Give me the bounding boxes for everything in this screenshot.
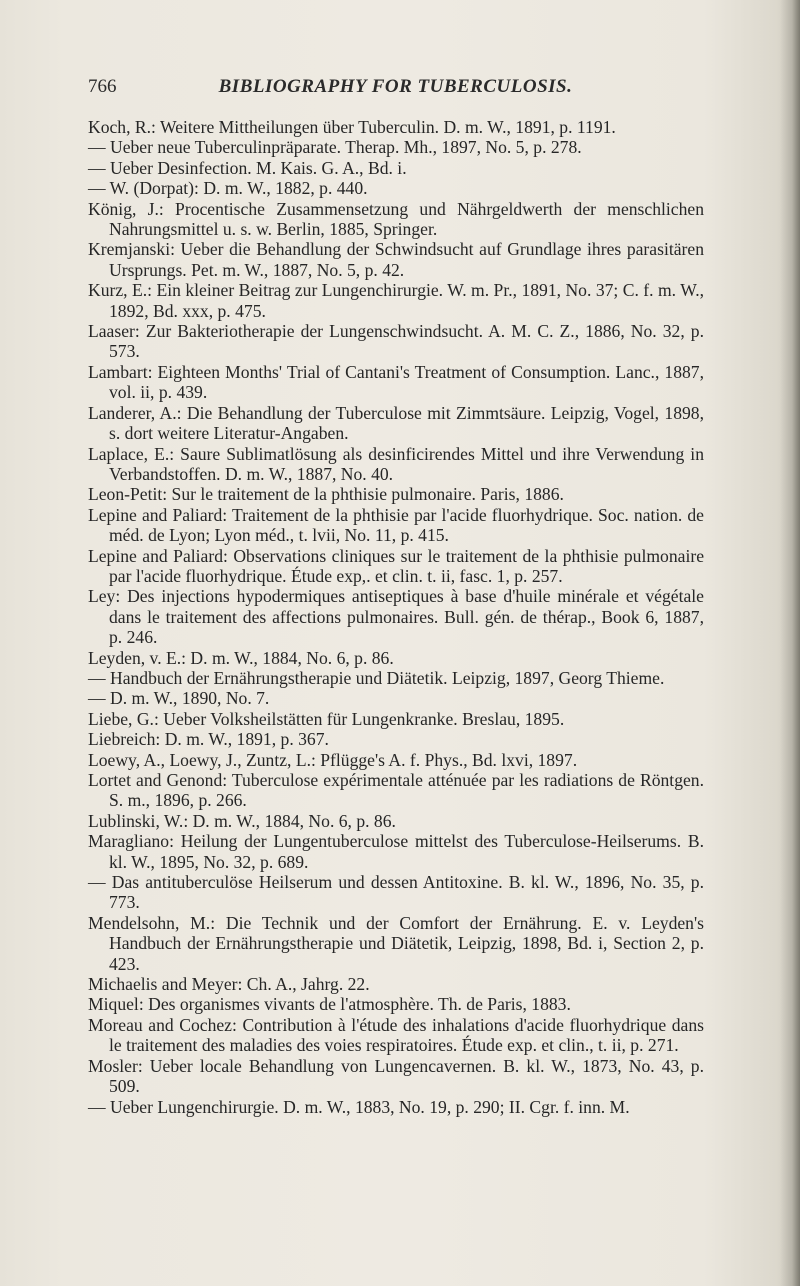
bibliography-entry: Maragliano: Heilung der Lungentuberculose mittelst des Tuberculose-Heilserums. B. kl. W., 1895, No. 32, p. 689.	[88, 831, 704, 872]
bibliography-entry: Landerer, A.: Die Behandlung der Tuberculose mit Zimmtsäure. Leipzig, Vogel, 1898, s. dort weitere Literatur-Angaben.	[88, 402, 704, 444]
bibliography-entry: Loewy, A., Loewy, J., Zuntz, L.: Pflügge's A. f. Phys., Bd. lxvi, 1897.	[88, 749, 578, 770]
bibliography-list	[88, 117, 704, 1117]
bibliography-entry: Lublinski, W.: D. m. W., 1884, No. 6, p. 86.	[88, 810, 396, 831]
page-number: 766	[88, 76, 117, 97]
bibliography-entry: — Handbuch der Ernährungstherapie und Diätetik. Leipzig, 1897, Georg Thieme.	[88, 667, 665, 688]
bibliography-entry: Lambart: Eighteen Months' Trial of Cantani's Treatment of Consumption. Lanc., 1887, vol. ii, p. 439.	[88, 361, 704, 403]
bibliography-entry: — Ueber Desinfection. M. Kais. G. A., Bd. i.	[88, 157, 407, 178]
page-edge-shadow	[780, 0, 800, 1286]
bibliography-entry: König, J.: Procentische Zusammensetzung und Nährgeldwerth der menschlichen Nahrungsmittel u. s. w. Berlin, 1885, Springer.	[88, 198, 704, 240]
bibliography-entry: — Ueber Lungenchirurgie. D. m. W., 1883, No. 19, p. 290; II. Cgr. f. inn. M.	[88, 1096, 630, 1117]
bibliography-entry: Lepine and Paliard: Traitement de la phthisie par l'acide fluorhydrique. Soc. nation. de méd. de Lyon; Lyon méd., t. lvii, No. 11, p. 415.	[88, 504, 704, 546]
bibliography-entry: Mosler: Ueber locale Behandlung von Lungencavernen. B. kl. W., 1873, No. 43, p. 509.	[88, 1055, 704, 1097]
page-header	[88, 76, 703, 100]
bibliography-entry: Moreau and Cochez: Contribution à l'étude des inhalations d'acide fluorhydrique dans le traitement des maladies des voies respiratoires. Étude exp. et clin., t. ii, p. 271.	[88, 1014, 704, 1056]
bibliography-entry: Laaser: Zur Bakteriotherapie der Lungenschwindsucht. A. M. C. Z., 1886, No. 32, p. 573.	[88, 321, 704, 362]
bibliography-entry: Leyden, v. E.: D. m. W., 1884, No. 6, p. 86.	[88, 647, 394, 668]
bibliography-entry: Lortet and Genond: Tuberculose expérimentale atténuée par les radiations de Röntgen. S. m., 1896, p. 266.	[88, 770, 704, 811]
bibliography-entry: — D. m. W., 1890, No. 7.	[88, 688, 270, 709]
running-title: BIBLIOGRAPHY FOR TUBERCULOSIS.	[218, 76, 573, 97]
bibliography-entry: Lepine and Paliard: Observations cliniques sur le traitement de la phthisie pulmonaire par l'acide fluorhydrique. Étude exp,. et clin. t. ii, fasc. 1, p. 257.	[88, 545, 704, 586]
bibliography-entry: — Das antituberculöse Heilserum und dessen Antitoxine. B. kl. W., 1896, No. 35, p. 773.	[88, 872, 704, 913]
bibliography-entry: Leon-Petit: Sur le traitement de la phthisie pulmonaire. Paris, 1886.	[88, 484, 564, 505]
bibliography-entry: Michaelis and Meyer: Ch. A., Jahrg. 22.	[88, 974, 370, 995]
bibliography-entry: Laplace, E.: Saure Sublimatlösung als desinficirendes Mittel und ihre Verwendung in Verbandstoffen. D. m. W., 1887, No. 40.	[88, 443, 704, 484]
bibliography-entry: Liebe, G.: Ueber Volksheilstätten für Lungenkranke. Breslau, 1895.	[88, 708, 565, 729]
bibliography-entry: Ley: Des injections hypodermiques antiseptiques à base d'huile minérale et végétale dans le traitement des affections pulmonaires. Bull. gén. de thérap., Book 6, 1887, p. 246.	[88, 586, 704, 648]
bibliography-entry: Koch, R.: Weitere Mittheilungen über Tuberculin. D. m. W., 1891, p. 1191.	[88, 117, 616, 137]
bibliography-entry: Liebreich: D. m. W., 1891, p. 367.	[88, 729, 329, 750]
bibliography-entry: Kurz, E.: Ein kleiner Beitrag zur Lungenchirurgie. W. m. Pr., 1891, No. 37; C. f. m. W., 1892, Bd. xxx, p. 475.	[88, 280, 704, 321]
bibliography-entry: — Ueber neue Tuberculinpräparate. Therap. Mh., 1897, No. 5, p. 278.	[88, 137, 582, 158]
bibliography-entry: Kremjanski: Ueber die Behandlung der Schwindsucht auf Grundlage ihres parasitären Ursprungs. Pet. m. W., 1887, No. 5, p. 42.	[88, 239, 704, 280]
bibliography-entry: Mendelsohn, M.: Die Technik und der Comfort der Ernährung. E. v. Leyden's Handbuch der Ernährungstherapie und Diätetik, Leipzig, 1898, Bd. i, Section 2, p. 423.	[88, 912, 704, 974]
bibliography-entry: — W. (Dorpat): D. m. W., 1882, p. 440.	[88, 178, 368, 199]
bibliography-entry: Miquel: Des organismes vivants de l'atmosphère. Th. de Paris, 1883.	[88, 994, 571, 1015]
